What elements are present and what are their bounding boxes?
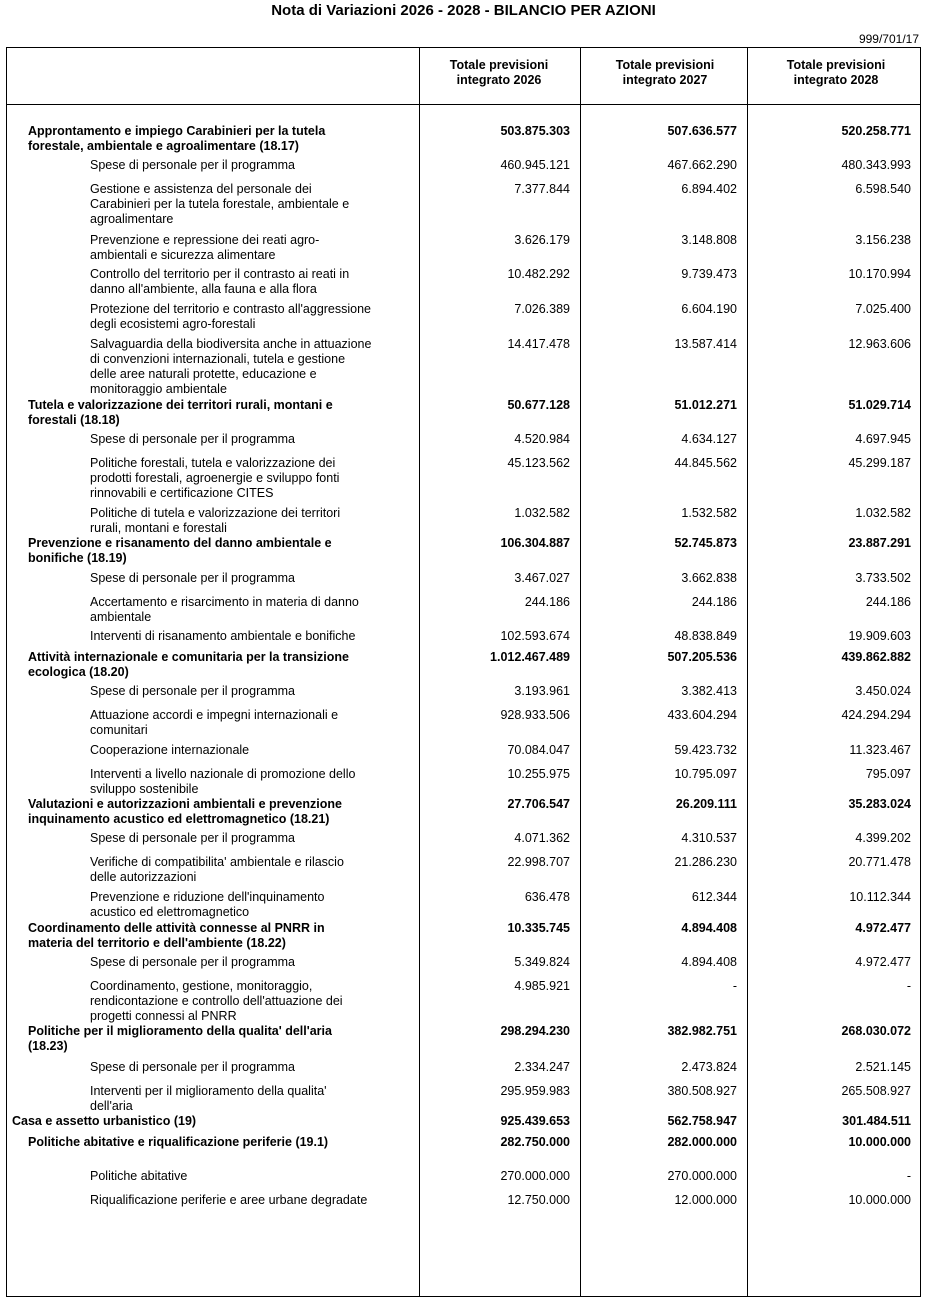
value-2028: 20.771.478	[848, 855, 911, 869]
value-2027: 44.845.562	[674, 456, 737, 470]
value-2027: 59.423.732	[674, 743, 737, 757]
value-2028: 424.294.294	[841, 708, 911, 722]
page-title: Nota di Variazioni 2026 - 2028 - BILANCIO PER AZIONI	[271, 2, 656, 19]
row-label: Protezione del territorio e contrasto all'aggressione degli ecosistemi agro-forestali	[90, 302, 372, 331]
row-label: Politiche forestali, tutela e valorizzazione dei prodotti forestali, agroenergie e sviluppo fonti rinnovabili e certificazione CITES	[90, 456, 340, 500]
value-2027: 6.894.402	[681, 182, 737, 196]
value-2027: 282.000.000	[667, 1135, 737, 1149]
value-2027: 4.310.537	[681, 831, 737, 845]
value-2027: -	[732, 979, 737, 993]
value-2026: 10.255.975	[507, 767, 570, 781]
value-2027: 4.894.408	[681, 921, 737, 935]
value-2027: 507.636.577	[667, 124, 737, 138]
value-2028: 35.283.024	[848, 797, 911, 811]
value-2028: 4.972.477	[855, 955, 911, 969]
value-2026: 928.933.506	[500, 708, 570, 722]
value-2027: 3.662.838	[681, 571, 737, 585]
value-2028: 11.323.467	[849, 743, 911, 757]
row-label: Tutela e valorizzazione dei territori rurali, montani e forestali (18.18)	[28, 398, 333, 427]
column-header-2028: Totale previsioni integrato 2028	[786, 58, 886, 87]
value-2026: 4.520.984	[514, 432, 570, 446]
value-2026: 7.377.844	[514, 182, 570, 196]
value-2028: 4.697.945	[855, 432, 911, 446]
column-divider	[747, 48, 748, 1296]
value-2027: 13.587.414	[674, 337, 737, 351]
row-label: Approntamento e impiego Carabinieri per la tutela forestale, ambientale e agroalimentare (18.17)	[28, 124, 326, 153]
row-label: Politiche abitative e riqualificazione periferie (19.1)	[28, 1135, 329, 1149]
value-2028: 480.343.993	[841, 158, 911, 172]
value-2026: 7.026.389	[514, 302, 570, 316]
value-2026: 22.998.707	[507, 855, 570, 869]
row-label: Gestione e assistenza del personale dei Carabinieri per la tutela forestale, ambientale e agroalimentare	[90, 182, 350, 226]
row-label: Politiche abitative	[90, 1169, 188, 1183]
row-label: Spese di personale per il programma	[90, 158, 295, 172]
row-label: Interventi a livello nazionale di promozione dello sviluppo sostenibile	[90, 767, 356, 796]
column-divider	[419, 48, 420, 1296]
row-label: Coordinamento delle attività connesse al PNRR in materia del territorio e dell'ambiente (18.22)	[28, 921, 325, 950]
column-header-2026: Totale previsioni integrato 2026	[449, 58, 549, 87]
row-label: Politiche per il miglioramento della qualita' dell'aria (18.23)	[28, 1024, 332, 1053]
value-2026: 14.417.478	[507, 337, 570, 351]
header-divider	[7, 104, 920, 105]
value-2026: 5.349.824	[514, 955, 570, 969]
value-2026: 45.123.562	[507, 456, 570, 470]
value-2026: 295.959.983	[500, 1084, 570, 1098]
value-2026: 2.334.247	[514, 1060, 570, 1074]
row-label: Cooperazione internazionale	[90, 743, 250, 757]
value-2026: 4.985.921	[514, 979, 570, 993]
value-2026: 70.084.047	[507, 743, 570, 757]
value-2028: -	[906, 1169, 911, 1183]
value-2026: 27.706.547	[507, 797, 570, 811]
row-label: Spese di personale per il programma	[90, 432, 295, 446]
row-label: Valutazioni e autorizzazioni ambientali e prevenzione inquinamento acustico ed elettromagnetico (18.21)	[28, 797, 342, 826]
value-2026: 925.439.653	[500, 1114, 570, 1128]
column-divider	[580, 48, 581, 1296]
value-2026: 298.294.230	[500, 1024, 570, 1038]
value-2027: 6.604.190	[681, 302, 737, 316]
row-label: Interventi di risanamento ambientale e bonifiche	[90, 629, 356, 643]
value-2028: 520.258.771	[841, 124, 911, 138]
value-2026: 10.335.745	[507, 921, 570, 935]
value-2028: 2.521.145	[855, 1060, 911, 1074]
value-2028: 19.909.603	[848, 629, 911, 643]
value-2027: 3.382.413	[681, 684, 737, 698]
value-2028: 439.862.882	[841, 650, 911, 664]
value-2026: 503.875.303	[500, 124, 570, 138]
value-2027: 26.209.111	[675, 797, 737, 811]
value-2026: 4.071.362	[514, 831, 570, 845]
value-2028: 265.508.927	[841, 1084, 911, 1098]
value-2026: 636.478	[524, 890, 570, 904]
value-2028: -	[906, 979, 911, 993]
row-label: Salvaguardia della biodiversita anche in attuazione di convenzioni internazionali, tutela e gestione delle aree naturali protette, educazione e monitoraggio ambientale	[90, 337, 372, 396]
value-2026: 3.467.027	[514, 571, 570, 585]
value-2028: 244.186	[865, 595, 911, 609]
value-2026: 244.186	[524, 595, 570, 609]
value-2027: 612.344	[691, 890, 737, 904]
row-label: Controllo del territorio per il contrasto ai reati in danno all'ambiente, alla fauna e alla flora	[90, 267, 350, 296]
value-2027: 270.000.000	[667, 1169, 737, 1183]
row-label: Attuazione accordi e impegni internazionali e comunitari	[90, 708, 339, 737]
row-label: Coordinamento, gestione, monitoraggio, rendicontazione e controllo dell'attuazione dei progetti connessi al PNRR	[90, 979, 343, 1023]
value-2028: 12.963.606	[848, 337, 911, 351]
row-label: Prevenzione e riduzione dell'inquinamento acustico ed elettromagnetico	[90, 890, 325, 919]
value-2028: 6.598.540	[855, 182, 911, 196]
row-label: Attività internazionale e comunitaria per la transizione ecologica (18.20)	[28, 650, 349, 679]
value-2028: 23.887.291	[848, 536, 911, 550]
value-2026: 106.304.887	[500, 536, 570, 550]
value-2028: 1.032.582	[855, 506, 911, 520]
value-2027: 48.838.849	[674, 629, 737, 643]
value-2027: 433.604.294	[667, 708, 737, 722]
value-2028: 45.299.187	[848, 456, 911, 470]
row-label: Politiche di tutela e valorizzazione dei territori rurali, montani e forestali	[90, 506, 341, 535]
value-2028: 51.029.714	[848, 398, 911, 412]
value-2028: 4.972.477	[855, 921, 911, 935]
row-label: Prevenzione e risanamento del danno ambientale e bonifiche (18.19)	[28, 536, 332, 565]
row-label: Spese di personale per il programma	[90, 1060, 295, 1074]
value-2028: 3.156.238	[855, 233, 911, 247]
value-2027: 52.745.873	[674, 536, 737, 550]
value-2028: 10.112.344	[849, 890, 911, 904]
value-2027: 4.894.408	[681, 955, 737, 969]
row-label: Prevenzione e repressione dei reati agro-ambientali e sicurezza alimentare	[90, 233, 320, 262]
value-2028: 795.097	[865, 767, 911, 781]
value-2028: 10.170.994	[848, 267, 911, 281]
value-2027: 9.739.473	[681, 267, 737, 281]
row-label: Casa e assetto urbanistico (19)	[12, 1114, 197, 1128]
row-label: Verifiche di compatibilita' ambientale e rilascio delle autorizzazioni	[90, 855, 344, 884]
value-2027: 4.634.127	[681, 432, 737, 446]
value-2028: 7.025.400	[855, 302, 911, 316]
value-2026: 460.945.121	[500, 158, 570, 172]
value-2028: 268.030.072	[841, 1024, 911, 1038]
value-2027: 507.205.536	[667, 650, 737, 664]
value-2028: 301.484.511	[842, 1114, 911, 1128]
value-2028: 3.733.502	[855, 571, 911, 585]
value-2027: 380.508.927	[667, 1084, 737, 1098]
row-label: Spese di personale per il programma	[90, 684, 295, 698]
column-header-2027: Totale previsioni integrato 2027	[615, 58, 715, 87]
value-2028: 3.450.024	[855, 684, 911, 698]
value-2026: 10.482.292	[507, 267, 570, 281]
value-2027: 21.286.230	[674, 855, 737, 869]
value-2026: 50.677.128	[507, 398, 570, 412]
value-2027: 51.012.271	[674, 398, 737, 412]
value-2027: 3.148.808	[681, 233, 737, 247]
value-2027: 382.982.751	[667, 1024, 737, 1038]
value-2027: 10.795.097	[674, 767, 737, 781]
value-2027: 467.662.290	[667, 158, 737, 172]
value-2026: 102.593.674	[500, 629, 570, 643]
document-code: 999/701/17	[858, 32, 919, 46]
value-2026: 12.750.000	[507, 1193, 570, 1207]
row-label: Spese di personale per il programma	[90, 955, 295, 969]
value-2027: 244.186	[691, 595, 737, 609]
value-2027: 2.473.824	[681, 1060, 737, 1074]
row-label: Spese di personale per il programma	[90, 571, 295, 585]
value-2027: 12.000.000	[674, 1193, 737, 1207]
value-2028: 10.000.000	[848, 1193, 911, 1207]
value-2028: 10.000.000	[848, 1135, 911, 1149]
value-2026: 3.193.961	[514, 684, 570, 698]
value-2027: 562.758.947	[667, 1114, 737, 1128]
value-2026: 1.032.582	[514, 506, 570, 520]
row-label: Accertamento e risarcimento in materia di danno ambientale	[90, 595, 359, 624]
value-2026: 1.012.467.489	[490, 650, 570, 664]
value-2028: 4.399.202	[855, 831, 911, 845]
row-label: Riqualificazione periferie e aree urbane degradate	[90, 1193, 368, 1207]
row-label: Spese di personale per il programma	[90, 831, 295, 845]
budget-table	[6, 47, 921, 1297]
value-2027: 1.532.582	[681, 506, 737, 520]
value-2026: 3.626.179	[514, 233, 570, 247]
value-2026: 270.000.000	[500, 1169, 570, 1183]
value-2026: 282.750.000	[500, 1135, 570, 1149]
row-label: Interventi per il miglioramento della qualita' dell'aria	[90, 1084, 327, 1113]
